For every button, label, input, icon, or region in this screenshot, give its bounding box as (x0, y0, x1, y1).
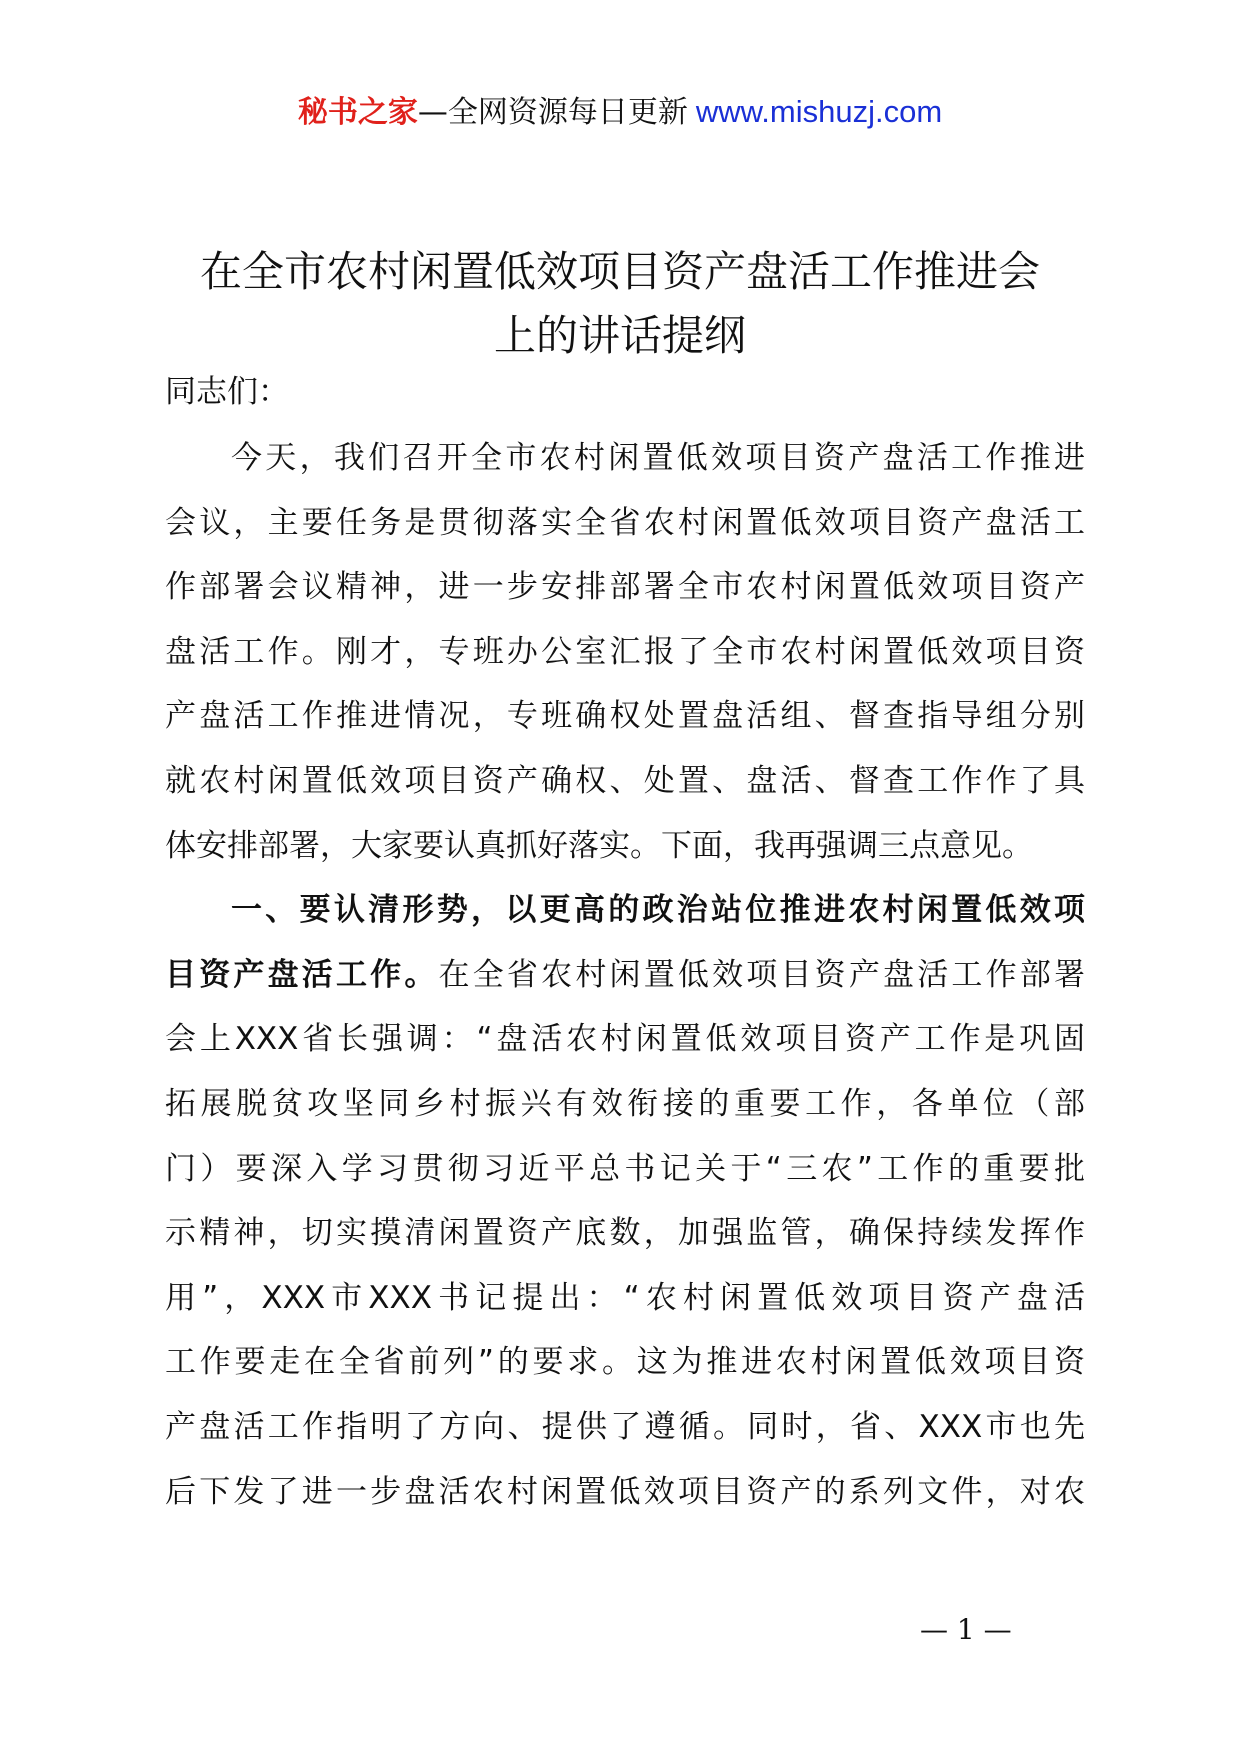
section-heading: 一、要认清形势，以更高的政治站位推进农村闲置低效项 (231, 892, 1085, 929)
document-body (165, 438, 1085, 1536)
paragraph-line: 盘活工作。刚才，专班办公室汇报了全市农村闲置低效项目资 (165, 633, 1085, 670)
paragraph-line (165, 955, 1085, 1020)
paragraph-line: 产盘活工作推进情况，专班确权处置盘活组、督查指导组分别 (165, 698, 1085, 735)
page-number: — 1 — (920, 1613, 1012, 1646)
paragraph-line: 会议，主要任务是贯彻落实全省农村闲置低效项目资产盘活工 (165, 504, 1085, 541)
paragraph-line: 工作要走在全省前列”的要求。这为推进农村闲置低效项目资 (165, 1344, 1085, 1381)
salutation: 同志们： (165, 374, 289, 410)
paragraph-line-rest: 在全省农村闲置低效项目资产盘活工作部署 (438, 956, 1086, 993)
paragraph-line: 门）要深入学习贯彻习近平总书记关于“三农”工作的重要批 (165, 1150, 1085, 1187)
paragraph-line: 会上XXX省长强调：“盘活农村闲置低效项目资产工作是巩固 (165, 1021, 1085, 1058)
paragraph-line: 作部署会议精神，进一步安排部署全市农村闲置低效项目资产 (165, 569, 1085, 606)
site-tagline: —全网资源每日更新 (417, 95, 688, 130)
paragraph-line: 拓展脱贫攻坚同乡村振兴有效衔接的重要工作，各单位（部 (165, 1085, 1085, 1122)
brand-name: 秘书之家 (297, 95, 418, 130)
paragraph-line: 后下发了进一步盘活农村闲置低效项目资产的系列文件，对农 (165, 1473, 1085, 1510)
paragraph-line: 产盘活工作指明了方向、提供了遵循。同时，省、XXX市也先 (165, 1408, 1085, 1445)
paragraph-line: 示精神，切实摸清闲置资产底数，加强监管，确保持续发挥作 (165, 1215, 1085, 1252)
title-line: 上的讲话提纲 (493, 311, 746, 360)
title-line: 在全市农村闲置低效项目资产盘活工作推进会 (199, 247, 1040, 296)
paragraph-line: 今天，我们召开全市农村闲置低效项目资产盘活工作推进 (231, 440, 1085, 476)
paragraph-line: 就农村闲置低效项目资产确权、处置、盘活、督查工作作了具 (165, 762, 1085, 799)
site-header (0, 92, 1240, 133)
site-url-link[interactable]: www.mishuzj.com (695, 94, 943, 129)
paragraph-line: 体安排部署，大家要认真抓好落实。下面，我再强调三点意见。 (165, 827, 1033, 864)
section-heading-cont: 目资产盘活工作。 (165, 956, 439, 993)
document-title (150, 240, 1090, 368)
paragraph-line: 用”，XXX市XXX书记提出：“农村闲置低效项目资产盘活 (165, 1279, 1085, 1316)
